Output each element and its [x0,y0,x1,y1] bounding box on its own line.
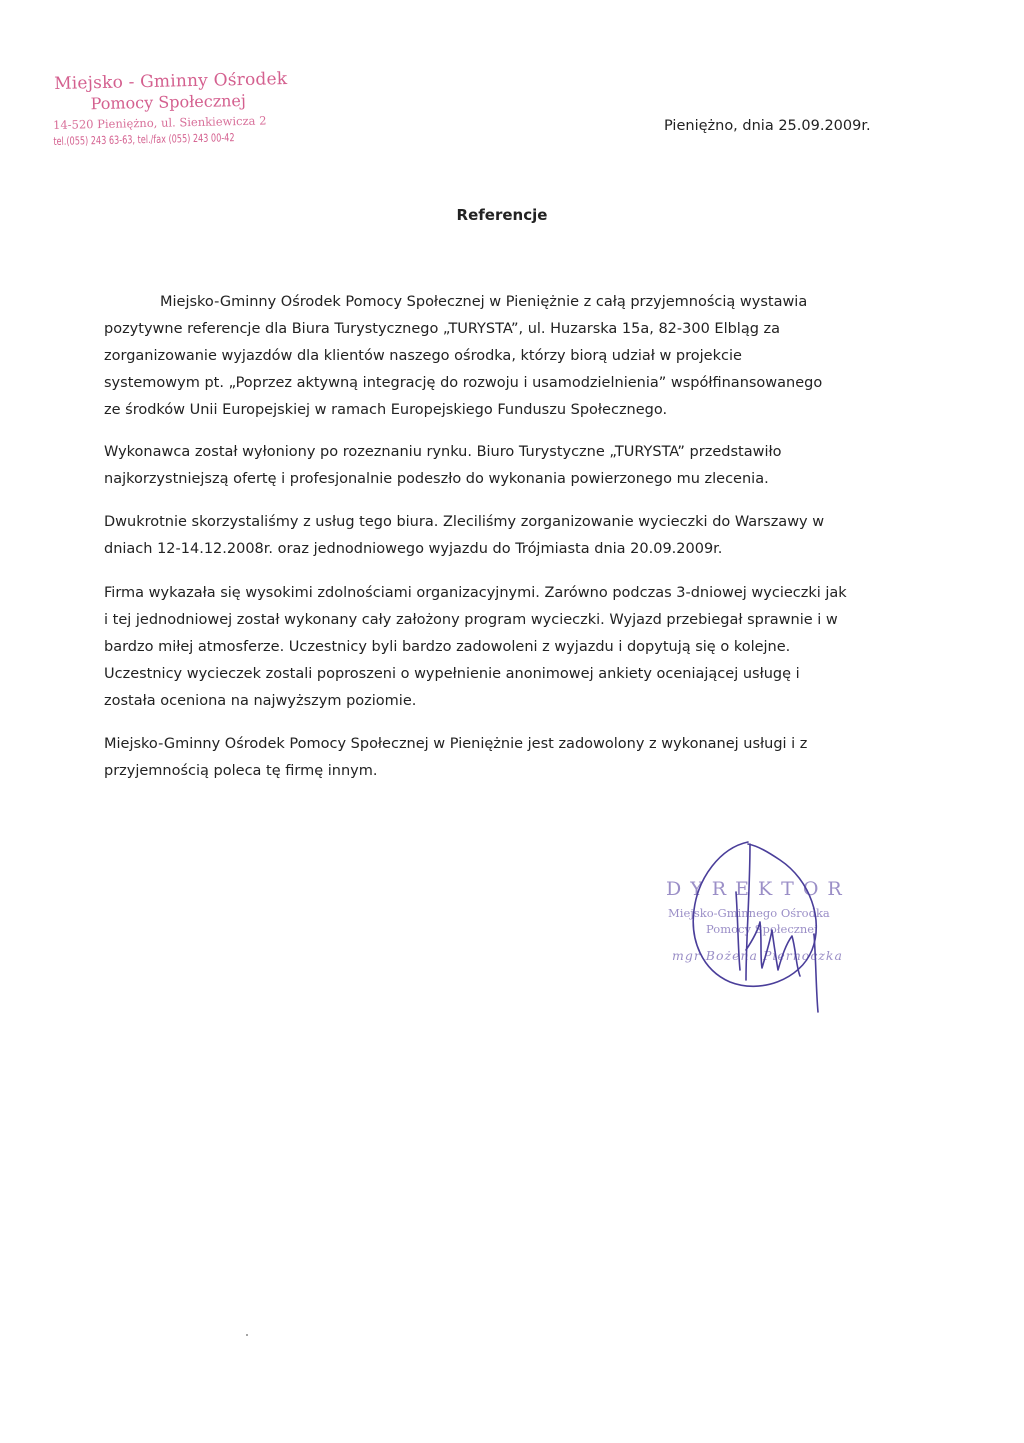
paragraph-line: przyjemnością poleca tę firmę innym. [104,763,378,779]
paragraph-line: Dwukrotnie skorzystaliśmy z usług tego biura. Zleciliśmy zorganizowanie wycieczki do Warszawy w [104,514,825,530]
paragraph-line: Wykonawca został wyłoniony po rozeznaniu rynku. Biuro Turystyczne „TURYSTA” przedstawiło [104,444,782,460]
handwritten-signature [650,830,910,1020]
paragraph-line: ze środków Unii Europejskiej w ramach Europejskiego Funduszu Społecznego. [104,402,668,418]
paragraph-line: systemowym pt. „Poprzez aktywną integrację do rozwoju i usamodzielnienia” współfinansowanego [104,375,823,391]
paragraph-line: zorganizowanie wyjazdów dla klientów naszego ośrodka, którzy biorą udział w projekcie [104,348,742,364]
letter-date: Pieniężno, dnia 25.09.2009r. [664,118,871,134]
paragraph-line: została oceniona na najwyższym poziomie. [104,693,417,709]
signature-tail-stroke [814,934,818,1012]
paragraph-5 [104,731,884,785]
paragraph-line: Uczestnicy wycieczek zostali poproszeni o wypełnienie anonimowej ankiety oceniającej usługę i [104,666,800,682]
paragraph-line: i tej jednodniowej został wykonany cały założony program wycieczki. Wyjazd przebiegał sprawnie i w [104,612,838,628]
paragraph-2 [104,439,884,493]
paragraph-3 [104,509,884,563]
director-stamp-org: Miejsko-Gminnego Ośrodka [668,906,830,920]
paragraph-line: dniach 12-14.12.2008r. oraz jednodniowego wyjazdu do Trójmiasta dnia 20.09.2009r. [104,541,723,557]
director-stamp-name: mgr Bożena Piernoczka [672,948,843,963]
director-signature-block [650,830,910,1020]
institution-stamp [52,69,313,148]
stamp-line-name-2: Pomocy Społecznej [90,90,247,114]
stamp-line-name: Miejsko - Gminny Ośrodek [53,69,288,94]
scan-speck [246,1334,248,1336]
stamp-line-phone: tel.(055) 243 63-63, tel./fax (055) 243 00-42 [53,131,235,148]
signature-inner-stroke [736,892,740,970]
stamp-line-address: 14-520 Pieniężno, ul. Sienkiewicza 2 [52,113,267,132]
paragraph-line: bardzo miłej atmosferze. Uczestnicy byli bardzo zadowoleni z wyjazdu i dopytują się o kolejne. [104,639,791,655]
paragraph-line: pozytywne referencje dla Biura Turystycznego „TURYSTA”, ul. Huzarska 15a, 82-300 Elbląg za [104,321,781,337]
document-title [0,206,1024,224]
signature-scribble-stroke [746,922,800,976]
paragraph-line: Miejsko-Gminny Ośrodek Pomocy Społecznej w Pieniężnie jest zadowolony z wykonanej usługi i z [104,736,808,752]
director-stamp-title: DYREKTOR [666,878,851,900]
director-stamp-org-2: Pomocy Społecznej [706,922,818,936]
signature-vertical-stroke [746,844,750,980]
document-title-text: Referencje [456,206,548,224]
paragraph-4 [104,580,884,715]
paragraph-line: najkorzystniejszą ofertę i profesjonalnie podeszło do wykonania powierzonego mu zlecenia. [104,471,769,487]
paragraph-line: Firma wykazała się wysokimi zdolnościami organizacyjnymi. Zarówno podczas 3-dniowej wycieczki jak [104,585,847,601]
paragraph-line: Miejsko-Gminny Ośrodek Pomocy Społecznej w Pieniężnie z całą przyjemnością wystawia [160,294,808,310]
paragraph-1 [104,289,884,424]
